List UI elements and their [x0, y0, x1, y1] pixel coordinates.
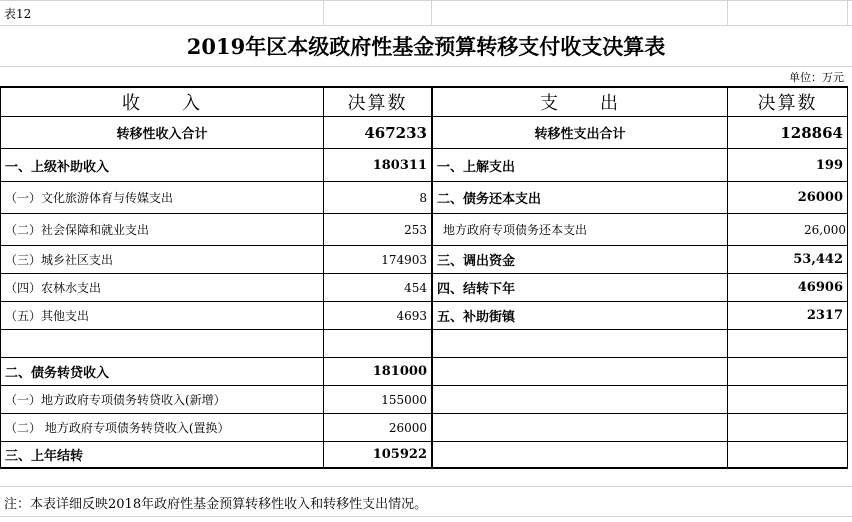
gridline: [727, 0, 728, 26]
expense-total-value: 128864: [780, 123, 843, 142]
expense-row-value: 26,000: [804, 222, 846, 237]
expense-row-label: 二、债务还本支出: [437, 192, 542, 207]
expense-row-label: 一、上解支出: [437, 159, 516, 175]
expense-row-value: [728, 442, 847, 467]
income-row-value: 26000: [388, 420, 427, 435]
gridline: [0, 0, 852, 1]
expense-row-value: 199: [815, 157, 843, 173]
header-expense-amount: 决算数: [757, 93, 818, 114]
income-row-value: 181000: [372, 364, 427, 379]
sheet-label: 表12: [4, 6, 32, 21]
income-row-value: 180311: [372, 157, 427, 173]
income-row-value: 454: [404, 280, 427, 295]
income-row-value: 174903: [381, 252, 427, 267]
expense-row-value: [728, 330, 847, 357]
expense-row-label: 三、调出资金: [437, 254, 516, 269]
income-row-value: 253: [404, 222, 427, 237]
income-row-value: 155000: [381, 392, 427, 407]
income-row-label: （二）社会保障和就业支出: [5, 223, 150, 237]
expense-row-value: [728, 386, 847, 413]
expense-row-label: 四、结转下年: [437, 282, 516, 297]
table-border-bottom: [0, 467, 848, 469]
table-title: 2019年区本级政府性基金预算转移支付收支决算表: [186, 34, 666, 59]
income-row-label: （二） 地方政府专项债务转贷收入(置换）: [5, 421, 230, 435]
expense-row-label: [433, 358, 727, 385]
expense-row-value: 26000: [797, 190, 843, 205]
income-row-value: [324, 330, 431, 357]
expense-row-label: [433, 442, 727, 467]
gridline: [0, 516, 852, 517]
header-expense: 支 出: [540, 93, 620, 114]
expense-total-label: 转移性支出合计: [534, 127, 626, 142]
footnote: 注：本表详细反映2018年政府性基金预算转移性收入和转移性支出情况。: [4, 496, 428, 512]
expense-row-value: 53,442: [793, 252, 843, 267]
income-row-label: （五）其他支出: [5, 309, 90, 323]
income-total-label: 转移性收入合计: [116, 127, 208, 142]
header-income: 收 入: [122, 93, 202, 114]
expense-row-label: 五、补助街镇: [437, 310, 516, 325]
expense-row-label: 地方政府专项债务还本支出: [443, 223, 588, 237]
income-row-label: 二、债务转贷收入: [5, 366, 110, 381]
income-row-value: 8: [419, 190, 427, 205]
income-row-value: 105922: [372, 447, 427, 462]
table-border-right: [847, 86, 848, 469]
income-row-value: 4693: [396, 308, 427, 323]
income-row-label: 三、上年结转: [5, 449, 84, 464]
expense-row-label: [433, 414, 727, 441]
expense-row-value: 46906: [797, 280, 843, 295]
expense-row-value: 2317: [806, 308, 843, 323]
gridline: [0, 486, 852, 487]
gridline: [323, 0, 324, 26]
income-row-label: （一）文化旅游体育与传媒支出: [5, 191, 174, 205]
gridline: [847, 0, 848, 26]
unit-label: 单位：万元: [789, 70, 844, 84]
income-row-label: 一、上级补助收入: [5, 159, 110, 175]
expense-row-value: [728, 358, 847, 385]
header-income-amount: 决算数: [347, 93, 408, 114]
gridline: [431, 0, 432, 26]
income-row-label: （四）农林水支出: [5, 281, 102, 295]
expense-row-value: [728, 414, 847, 441]
expense-row-label: [433, 386, 727, 413]
income-row-label: （一）地方政府专项债务转贷收入(新增）: [5, 393, 226, 407]
expense-row-label: [433, 330, 727, 357]
income-total-value: 467233: [364, 123, 427, 142]
income-row-label: （三）城乡社区支出: [5, 253, 114, 267]
income-row-label: [1, 330, 323, 357]
